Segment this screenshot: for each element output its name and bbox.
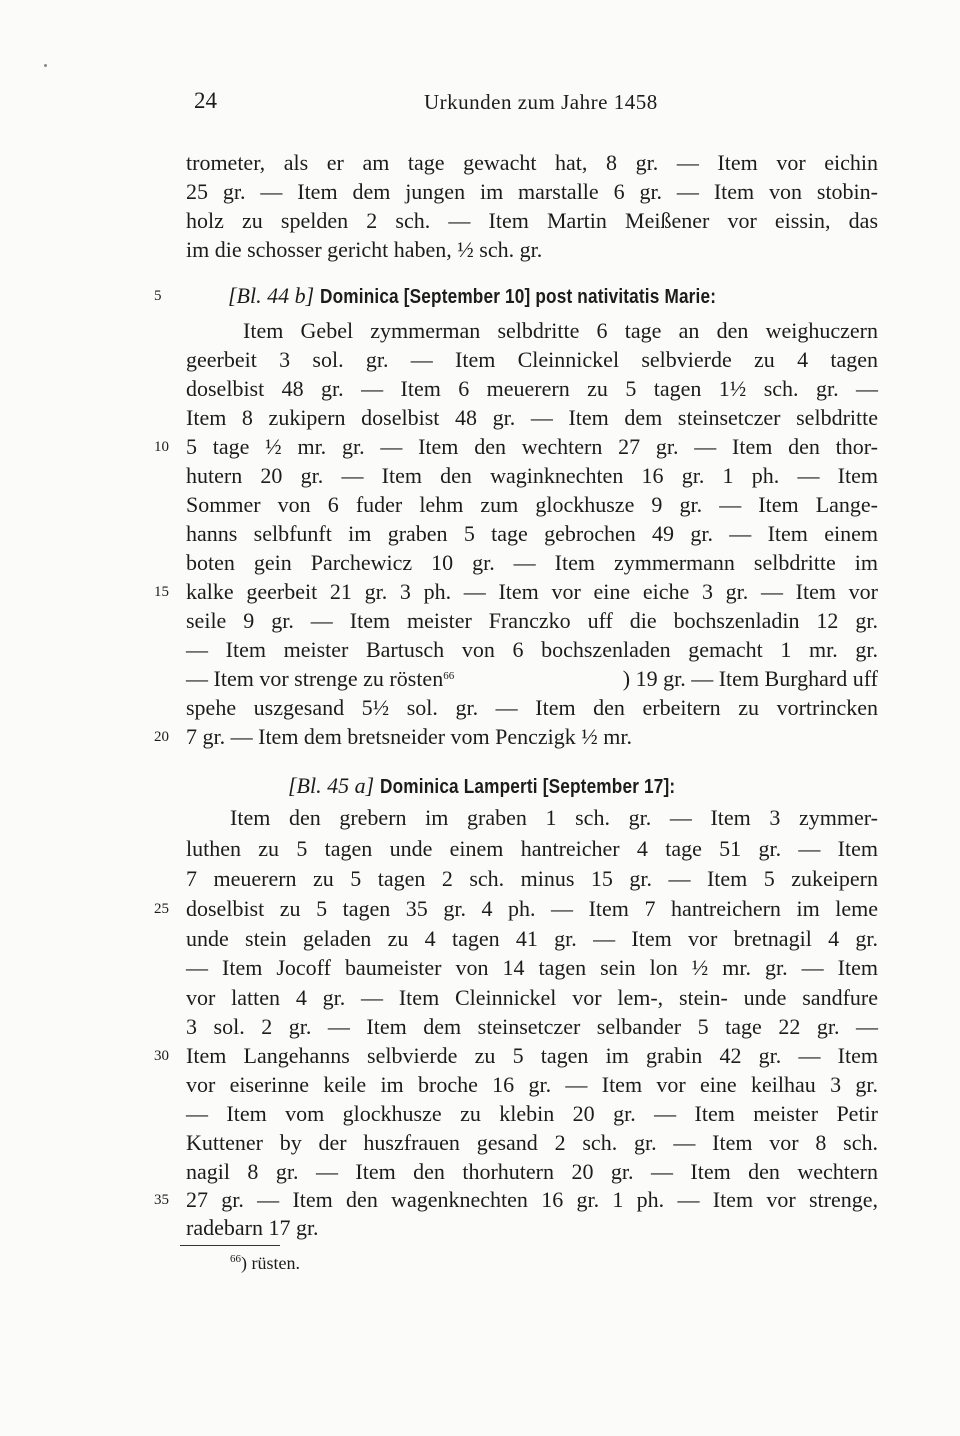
text-line: geerbeit 3 sol. gr. — Item Cleinnickel selbvierde zu 4 tagen <box>186 347 878 372</box>
text-line: unde stein geladen zu 4 tagen 41 gr. — Item vor bretnagil 4 gr. <box>186 926 878 951</box>
footnote-reference: 66 <box>443 670 455 682</box>
folio-reference: [Bl. 45 a] <box>288 773 375 798</box>
line-number: 25 <box>154 901 169 917</box>
folio-reference: [Bl. 44 b] <box>228 283 315 308</box>
section-heading-text: Dominica [September 10] post nativitatis Marie: <box>319 286 716 308</box>
footnote <box>230 1250 300 1276</box>
line-number: 15 <box>154 584 169 600</box>
text-line: — Item meister Bartusch von 6 bochszenladen gemacht 1 mr. gr. <box>186 637 878 662</box>
text-line: 7 meuerern zu 5 tagen 2 sch. minus 15 gr. — Item 5 zukeipern <box>186 866 878 891</box>
section-heading-text: Dominica Lamperti [September 17]: <box>379 776 675 798</box>
text-line: holz zu spelden 2 sch. — Item Martin Meißener vor eissin, das <box>186 208 878 233</box>
text-line: Item Langehanns selbvierde zu 5 tagen im grabin 42 gr. — Item <box>186 1043 878 1068</box>
text-line: seile 9 gr. — Item meister Franczko uff die bochszenladin 12 gr. <box>186 608 878 633</box>
text-line: hutern 20 gr. — Item den waginknechten 16 gr. 1 ph. — Item <box>186 463 878 488</box>
text-line: vor latten 4 gr. — Item Cleinnickel vor lem-, stein- unde sandfure <box>186 985 878 1010</box>
line-number: 10 <box>154 439 169 455</box>
section-heading-1 <box>228 280 878 312</box>
footnote-text: ) rüsten. <box>241 1253 300 1273</box>
line-number: 20 <box>154 729 169 745</box>
text-line: spehe uszgesand 5½ sol. gr. — Item den erbeitern zu vortrincken <box>186 695 878 720</box>
text-line: boten gein Parchewicz 10 gr. — Item zymmermann selbdritte im <box>186 550 878 575</box>
text-line: hanns selbfunft im graben 5 tage gebrochen 49 gr. — Item einem <box>186 521 878 546</box>
text-line: Item 8 zukipern doselbist 48 gr. — Item dem steinsetczer selbdritte <box>186 405 878 430</box>
footnote-mark: 66 <box>230 1253 241 1265</box>
line-number: 5 <box>154 288 162 304</box>
text-line: doselbist zu 5 tagen 35 gr. 4 ph. — Item 7 hantreichern im leme <box>186 896 878 921</box>
text-line: 3 sol. 2 gr. — Item dem steinsetczer selbander 5 tage 22 gr. — <box>186 1014 878 1039</box>
text-line: radebarn 17 gr. <box>186 1215 319 1240</box>
section-heading-2 <box>288 770 878 802</box>
text-line: 27 gr. — Item den wagenknechten 16 gr. 1 ph. — Item vor strenge, <box>186 1187 878 1212</box>
text-line: — Item Jocoff baumeister von 14 tagen sein lon ½ mr. gr. — Item <box>186 955 878 980</box>
text-line: Item den grebern im graben 1 sch. gr. — Item 3 zymmer- <box>230 805 878 830</box>
text-line: Item Gebel zymmerman selbdritte 6 tage an den weighuczern <box>243 318 878 343</box>
text-line: vor eiserinne keile im broche 16 gr. — Item vor eine keilhau 3 gr. <box>186 1072 878 1097</box>
footnote-divider <box>180 1245 280 1246</box>
text-line: — Item vom glockhusze zu klebin 20 gr. — Item meister Petir <box>186 1101 878 1126</box>
line-number: 35 <box>154 1192 169 1208</box>
text-line: luthen zu 5 tagen unde einem hantreicher 4 tage 51 gr. — Item <box>186 836 878 861</box>
text-line: doselbist 48 gr. — Item 6 meuerern zu 5 tagen 1½ sch. gr. — <box>186 376 878 401</box>
text-fragment: — Item vor strenge zu rösten$^{66}$ <box>186 666 455 691</box>
running-title: Urkunden zum Jahre 1458 <box>424 90 658 114</box>
text-line: im die schosser gericht haben, ½ sch. gr. <box>186 237 543 262</box>
text-line <box>186 664 878 694</box>
text-line: trometer, als er am tage gewacht hat, 8 gr. — Item vor eichin <box>186 150 878 175</box>
text-line: Sommer von 6 fuder lehm zum glockhusze 9 gr. — Item Lange- <box>186 492 878 517</box>
text-line: 7 gr. — Item dem bretsneider vom Penczigk ½ mr. <box>186 724 633 749</box>
page-header <box>194 88 884 120</box>
text-line: 25 gr. — Item dem jungen im marstalle 6 gr. — Item von stobin- <box>186 179 878 204</box>
line-number: 30 <box>154 1048 169 1064</box>
text-fragment: ) 19 gr. — Item Burghard uff <box>622 666 878 691</box>
paper-speck <box>44 64 47 67</box>
text-line: 5 tage ½ mr. gr. — Item den wechtern 27 gr. — Item den thor- <box>186 434 878 459</box>
page-number: 24 <box>194 88 217 113</box>
text-line: kalke geerbeit 21 gr. 3 ph. — Item vor eine eiche 3 gr. — Item vor <box>186 579 878 604</box>
text-line: nagil 8 gr. — Item den thorhutern 20 gr. — Item den wechtern <box>186 1159 878 1184</box>
text-line: Kuttener by der huszfrauen gesand 2 sch. gr. — Item vor 8 sch. <box>186 1130 878 1155</box>
